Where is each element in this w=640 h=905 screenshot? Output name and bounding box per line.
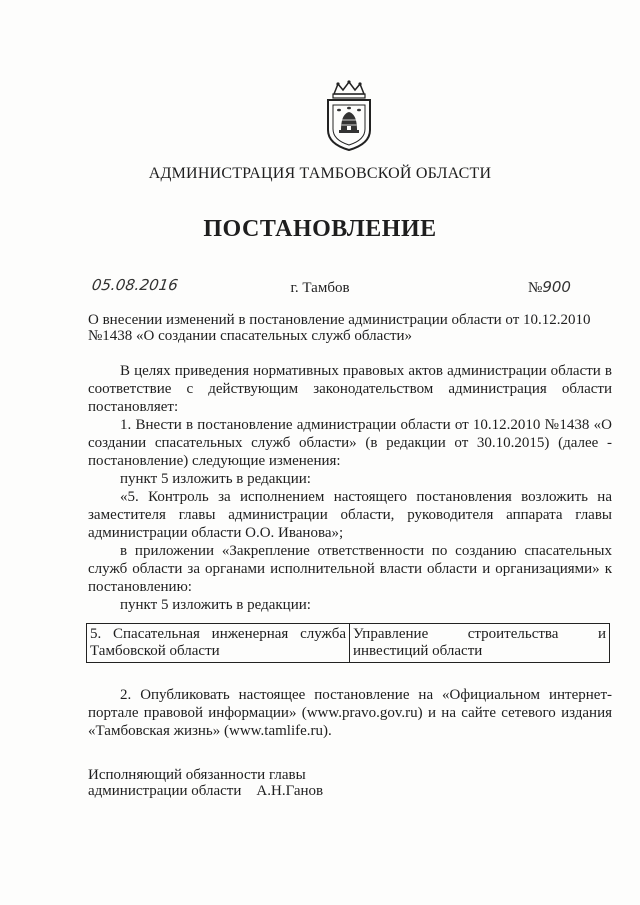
signatory-name: А.Н.Ганов: [256, 783, 324, 799]
coat-of-arms-icon: [324, 80, 374, 152]
document-subject: [88, 312, 600, 344]
appendix-paragraph: в приложении «Закрепление ответственности по созданию спасательных служб области за органами исполнительной власти области и организациями» к постановлению:: [88, 543, 612, 595]
signature-title-line-1: Исполняющий обязанности главы: [88, 767, 306, 783]
table-row: [87, 624, 610, 663]
subject-line-1: О внесении изменений в постановление администрации области от 10.12.2010: [88, 312, 591, 328]
document-body: [88, 362, 612, 614]
publish-section: [88, 686, 612, 740]
p5-label-2-paragraph: пункт 5 изложить в редакции:: [120, 597, 311, 613]
signature-title-line-2: [88, 783, 388, 799]
document-city: г. Тамбов: [290, 280, 350, 296]
p5-text-paragraph: «5. Контроль за исполнением настоящего постановления возложить на заместителя главы администрации области, руководителя аппарата главы администрации области О.О. Иванова»;: [88, 489, 612, 541]
document-number: [528, 278, 571, 297]
table-cell-service: 5. Спасательная инженерная служба Тамбовской области: [87, 624, 350, 663]
preamble-paragraph: В целях приведения нормативных правовых актов администрации области в соответствие с действующим законодательством администрация области постановляет:: [88, 363, 612, 415]
number-prefix: №: [528, 280, 543, 296]
organization-name: АДМИНИСТРАЦИЯ ТАМБОВСКОЙ ОБЛАСТИ: [148, 165, 492, 182]
document-type-title: ПОСТАНОВЛЕНИЕ: [203, 216, 437, 242]
item-2-paragraph: 2. Опубликовать настоящее постановление на «Официальном интернет-портале правовой информации» (www.pravo.gov.ru) и на сайте сетевого издания «Тамбовская жизнь» (www.tamlife.ru).: [88, 687, 612, 739]
signature-title-text: администрации области: [88, 783, 242, 799]
rescue-services-table: [86, 623, 610, 663]
signature-block: [88, 767, 388, 799]
number-value: 900: [542, 278, 571, 296]
item-1-paragraph: 1. Внести в постановление администрации области от 10.12.2010 №1438 «О создании спасательных служб области» (в редакции от 30.10.2015) (далее - постановление) следующие изменения:: [88, 417, 612, 469]
document-date: 05.08.2016: [90, 276, 180, 294]
p5-label-paragraph: пункт 5 изложить в редакции:: [120, 471, 311, 487]
subject-line-2: №1438 «О создании спасательных служб области»: [88, 328, 413, 344]
table-cell-authority: Управление строительства и инвестиций области: [350, 624, 610, 663]
